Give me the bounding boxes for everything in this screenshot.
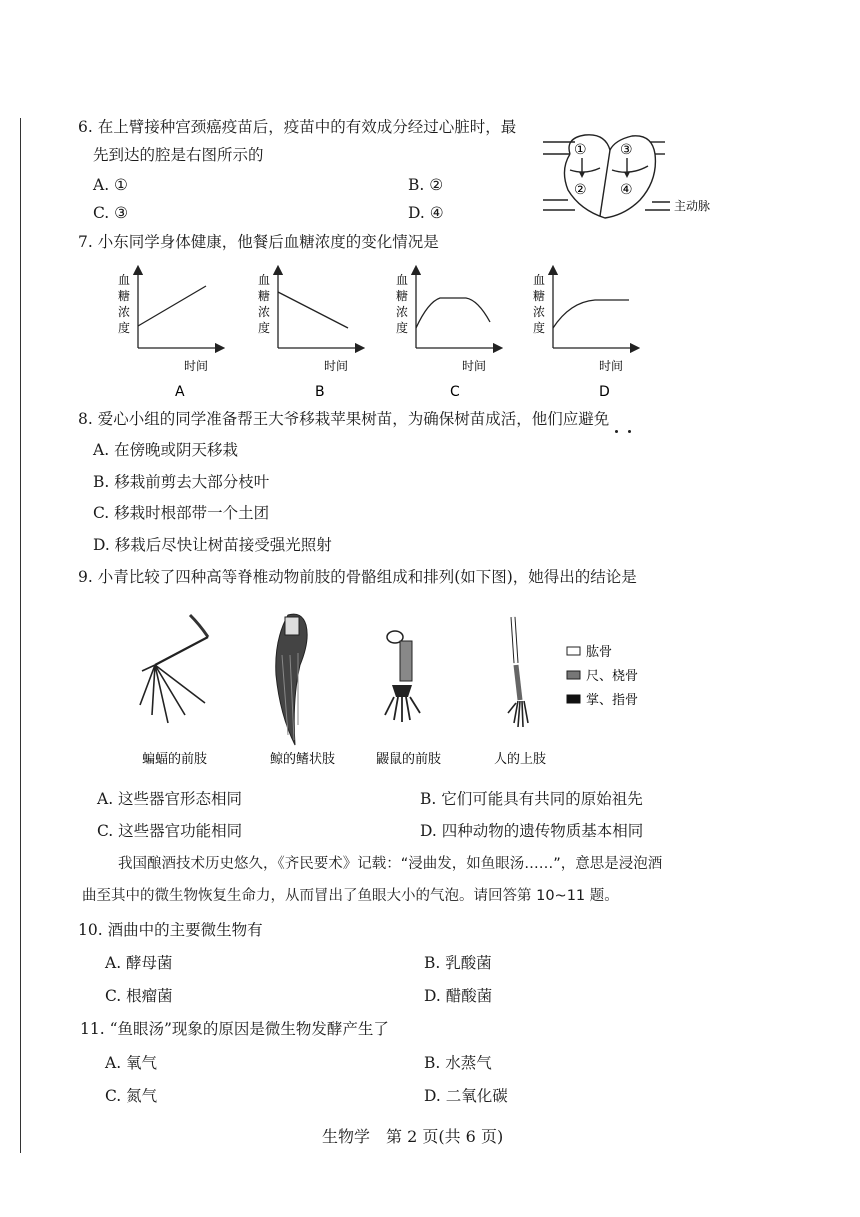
q10-option-c: C. 根瘤菌 [105,987,173,1005]
heart-label-1: ① [574,142,587,158]
graph-c-ylabel-2: 糖 [396,289,409,303]
whale-flipper-drawing [276,614,307,745]
q10-option-d: D. 醋酸菌 [424,987,493,1005]
caption-bat: 蝙蝠的前肢 [142,752,208,767]
graph-d-ylabel-4: 度 [533,321,546,335]
graph-b-ylabel-2: 糖 [258,289,271,303]
q10-option-b: B. 乳酸菌 [424,954,492,972]
graph-c-ylabel-4: 度 [396,321,409,335]
q6-option-c: C. ③ [93,204,129,222]
q10-option-a: A. 酵母菌 [105,954,173,972]
graph-b-ylabel-4: 度 [258,321,271,335]
q7-stem: 7. 小东同学身体健康，他餐后血糖浓度的变化情况是 [78,233,439,251]
graph-c-xlabel: 时间 [462,359,487,373]
aorta-label: 主动脉 [674,199,711,213]
q6-stem-line1: 6. 在上臂接种宫颈癌疫苗后，疫苗中的有效成分经过心脏时，最 [78,118,517,136]
graph-b-xlabel: 时间 [324,359,349,373]
graph-d [533,270,635,400]
legend-swatch-radius-ulna [567,671,580,679]
passage-line1: 我国酿酒技术历史悠久，《齐民要术》记载：“浸曲发，如鱼眼汤……”，意思是浸泡酒 [118,856,663,872]
legend-humerus: 肱骨 [586,645,613,660]
graph-d-ylabel-2: 糖 [533,289,546,303]
q8-stem: 8. 爱心小组的同学准备帮王大爷移栽苹果树苗，为确保树苗成活，他们应避免 [78,410,610,428]
page-footer: 生物学 第 2 页(共 6 页) [322,1127,504,1146]
graph-d-ylabel-1: 血 [533,273,546,287]
q8-option-c: C. 移栽时根部带一个土团 [93,504,270,522]
q11-option-d: D. 二氧化碳 [424,1087,508,1105]
graph-a-ylabel-2: 糖 [118,289,131,303]
graph-b-ylabel-3: 浓 [258,305,271,319]
graph-c-ylabel-3: 浓 [396,305,409,319]
q9-stem: 9. 小青比较了四种高等脊椎动物前肢的骨骼组成和排列(如下图)，她得出的结论是 [78,568,637,586]
legend-swatch-humerus [567,647,580,655]
q9-option-c: C. 这些器官功能相同 [97,822,243,840]
caption-whale: 鲸的鳍状肢 [270,752,336,767]
q11-option-c: C. 氮气 [105,1087,158,1105]
passage-line2: 曲至其中的微生物恢复生命力，从而冒出了鱼眼大小的气泡。请回答第 10~11 题。 [82,888,619,904]
q9-option-b: B. 它们可能具有共同的原始祖先 [420,790,643,808]
limb-bones-figure [130,605,690,770]
legend-metacarpal: 掌、指骨 [586,693,639,708]
graph-a-xlabel: 时间 [184,359,209,373]
q10-stem: 10. 酒曲中的主要微生物有 [78,921,263,939]
q7-graphs [100,262,660,402]
graph-c-ylabel-1: 血 [396,273,409,287]
q8-option-a: A. 在傍晚或阴天移栽 [93,441,239,459]
graph-d-letter: D [599,384,610,400]
q6-option-a: A. ① [93,176,128,194]
bat-forelimb-drawing [140,615,208,723]
legend-radius-ulna: 尺、桡骨 [586,669,639,684]
legend-swatch-metacarpal [567,695,580,703]
graph-a-ylabel-3: 浓 [118,305,131,319]
graph-d-xlabel: 时间 [599,359,624,373]
graph-b [258,270,360,400]
graph-b-letter: B [315,384,325,400]
caption-mole: 鼹鼠的前肢 [376,752,442,767]
graph-a-ylabel-1: 血 [118,273,131,287]
heart-label-4: ④ [620,182,633,198]
q11-stem: 11. “鱼眼汤”现象的原因是微生物发酵产生了 [80,1020,389,1038]
margin-rule [20,118,21,1153]
heart-label-2: ② [574,182,587,198]
emphasis-dots [613,430,633,434]
q8-option-d: D. 移栽后尽快让树苗接受强光照射 [93,536,332,554]
q11-option-b: B. 水蒸气 [424,1054,492,1072]
heart-label-3: ③ [620,142,633,158]
graph-a [118,270,220,400]
heart-diagram [540,130,740,220]
q11-option-a: A. 氧气 [105,1054,158,1072]
q6-stem-line2: 先到达的腔是右图所示的 [93,146,264,164]
graph-c [396,270,498,400]
graph-b-ylabel-1: 血 [258,273,271,287]
graph-c-letter: C [450,384,460,400]
q8-option-b: B. 移栽前剪去大部分枝叶 [93,473,270,491]
q6-option-b: B. ② [408,176,444,194]
caption-human: 人的上肢 [494,752,547,767]
q9-option-a: A. 这些器官形态相同 [97,790,243,808]
human-arm-drawing [508,617,528,727]
q6-option-d: D. ④ [408,204,444,222]
graph-a-letter: A [175,384,185,400]
mole-forelimb-drawing [385,631,420,722]
graph-a-ylabel-4: 度 [118,321,131,335]
graph-d-ylabel-3: 浓 [533,305,546,319]
q9-option-d: D. 四种动物的遗传物质基本相同 [420,822,644,840]
